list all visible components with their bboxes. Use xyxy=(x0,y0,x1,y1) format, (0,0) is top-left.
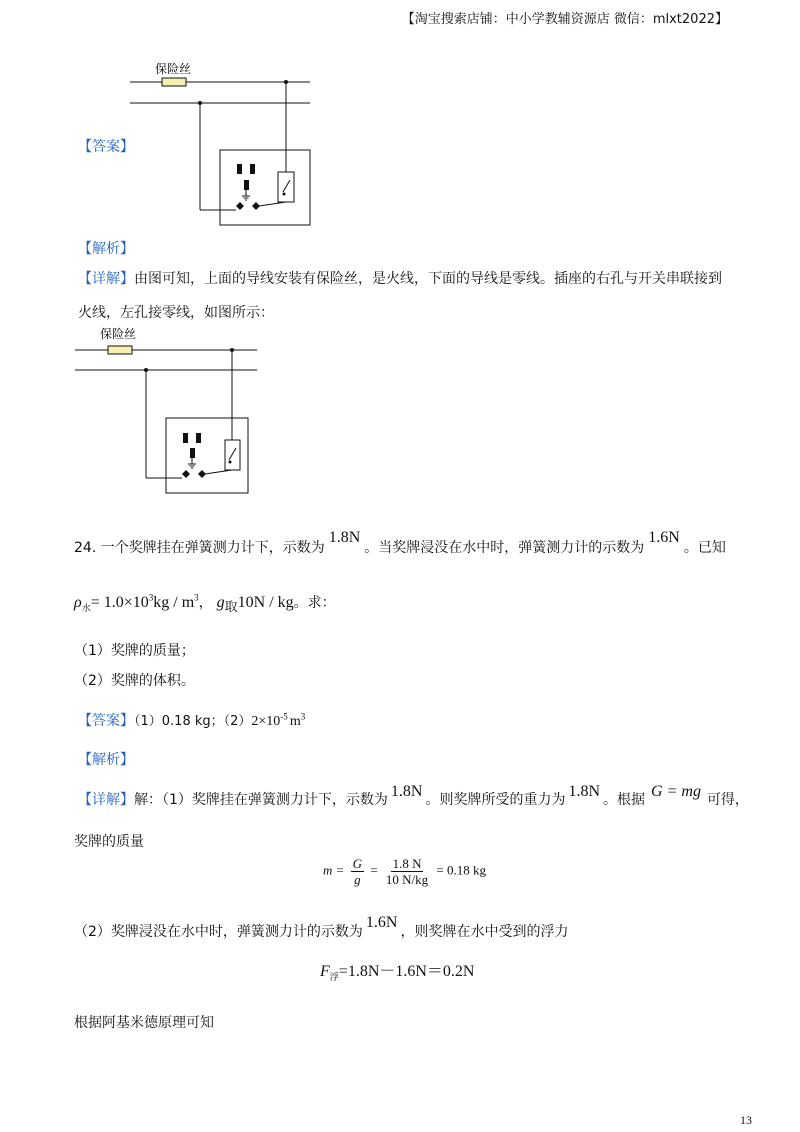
q24-detail-c: 。根据 xyxy=(603,792,646,808)
q24-stem-line1 xyxy=(74,529,726,557)
fraction-values: $\frac{1.8 N}{10 N/kg}$ xyxy=(385,856,429,887)
page-header: 【淘宝搜索店铺：中小学教辅资源店 微信：mlxt2022】 xyxy=(401,12,728,27)
mass-result: = 0.18 kg xyxy=(436,862,486,878)
rho-unit: kg / m xyxy=(153,594,195,611)
q23-detail-line2: 火线，左孔接零线，如图所示： xyxy=(78,305,274,321)
q24-stem-c: 。已知 xyxy=(683,540,726,556)
q24-answer-line xyxy=(78,710,305,730)
q24-detail-value-2: 1.8N xyxy=(568,783,601,800)
q24-detail-value-1: 1.8N xyxy=(390,783,423,800)
buoyancy-equation: =1.8N－1.6N＝0.2N xyxy=(338,963,475,980)
buoyancy-formula xyxy=(320,958,475,983)
mass-equals: = xyxy=(370,862,378,878)
q24-answer-unit-exponent: 3 xyxy=(300,711,306,722)
analysis-tag: 【解析】 xyxy=(78,241,134,257)
g-value: 10N / kg xyxy=(237,594,294,611)
fraction-G-over-g: $\frac{G}{g}$ xyxy=(352,856,363,887)
q24-answer-unit: m xyxy=(289,714,301,729)
q24-stem-a: 24. 一个奖牌挂在弹簧测力计下，示数为 xyxy=(74,540,325,556)
rho-subscript: 水 xyxy=(81,603,91,614)
formula-g-mg: G = mg xyxy=(651,783,701,800)
answer-tag-2: 【答案】 xyxy=(78,713,134,729)
buoyancy-F: F xyxy=(320,963,330,980)
q24-detail-line1 xyxy=(78,783,749,809)
rho-unit-exponent: 3 xyxy=(194,592,199,603)
q24-part2-line xyxy=(74,914,569,941)
fuse-symbol-2 xyxy=(108,346,132,354)
mass-lhs: m = xyxy=(323,862,345,878)
fuse-label-2: 保险丝 xyxy=(100,327,137,341)
g-end: 。求： xyxy=(293,595,336,611)
q24-answer-text: （1）0.18 kg；（2） xyxy=(134,714,252,729)
analysis-tag-2: 【解析】 xyxy=(78,752,134,768)
page-number: 13 xyxy=(740,1113,752,1127)
q24-stem-b: 。当奖牌浸没在水中时，弹簧测力计的示数为 xyxy=(364,540,645,556)
q24-answer-value: 2×10 xyxy=(251,714,281,729)
rho-symbol: ρ xyxy=(74,594,82,611)
q24-part2-value: 1.6N xyxy=(365,914,398,931)
detail-tag-2: 【详解】 xyxy=(78,792,134,808)
rho-equation: = 1.0×10 xyxy=(90,594,149,611)
answer-tag: 【答案】 xyxy=(78,139,134,155)
q24-detail-a: 解：（1）奖牌挂在弹簧测力计下，示数为 xyxy=(134,792,388,808)
switch-icon-2 xyxy=(225,440,240,470)
socket-box-2 xyxy=(166,418,248,493)
q24-part1: （1）奖牌的质量； xyxy=(74,643,195,659)
rho-exponent: 3 xyxy=(148,592,154,603)
q24-detail-b: 。则奖牌所受的重力为 xyxy=(425,792,566,808)
q24-value-2: 1.6N xyxy=(648,529,680,546)
mass-formula xyxy=(323,856,486,887)
detail-tag: 【详解】 xyxy=(78,271,134,287)
mass-label: 奖牌的质量 xyxy=(74,834,144,850)
q24-value-1: 1.8N xyxy=(328,529,361,546)
q24-part2-a: （2）奖牌浸没在水中时，弹簧测力计的示数为 xyxy=(74,924,363,940)
q24-detail-d: 可得， xyxy=(706,792,749,808)
q23-detail-text1: 由图可知，上面的导线安装有保险丝，是火线，下面的导线是零线。插座的右孔与开关串联接到 xyxy=(134,271,722,287)
circuit-diagram-explanation xyxy=(0,0,800,520)
buoyancy-subscript: 浮 xyxy=(329,973,339,984)
g-take: 取 xyxy=(224,600,238,615)
g-symbol: g xyxy=(216,594,225,611)
archimedes-line: 根据阿基米德原理可知 xyxy=(74,1015,214,1031)
q24-part2-b: ，则奖牌在水中受到的浮力 xyxy=(400,924,569,940)
q24-answer-exponent: -5 xyxy=(280,711,288,722)
fuse-label: 保险丝 xyxy=(155,62,192,76)
q24-part2: （2）奖牌的体积。 xyxy=(74,673,195,689)
q24-given-line: $\rho_水= 1.0\times 10^3kg / m^3$， $g_取10N$ / kg。求： xyxy=(74,592,336,615)
